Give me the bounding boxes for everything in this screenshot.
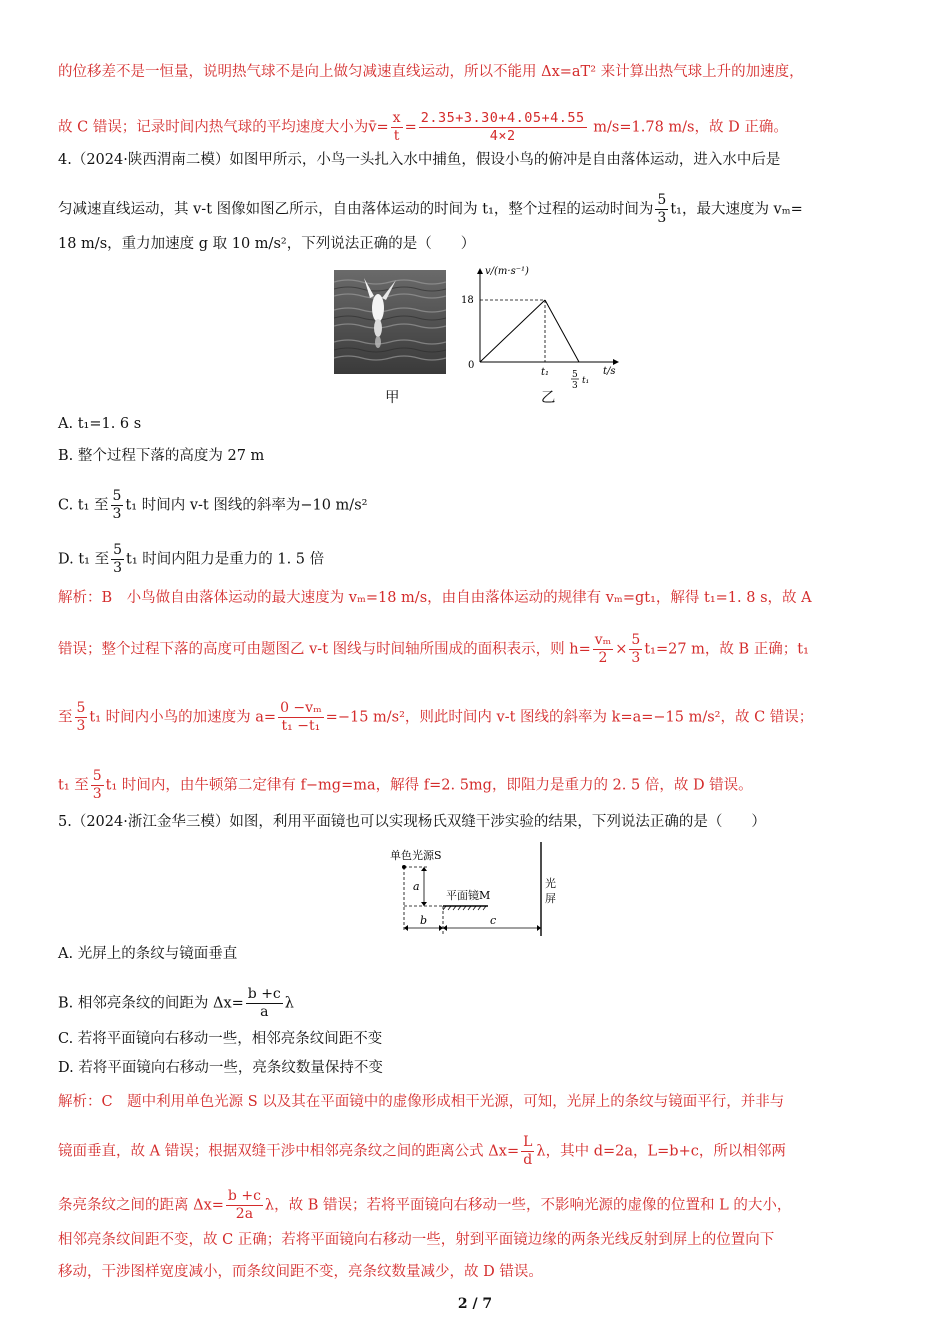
q5-option-a: A. 光屏上的条纹与镜面垂直 xyxy=(58,946,238,962)
q4-stem2-frac xyxy=(655,192,668,227)
q5ans3-a: 条亮条纹之间的距离 Δx= xyxy=(58,1197,224,1214)
b-arrow-right xyxy=(439,925,443,931)
frac-den: 2 xyxy=(598,650,608,666)
frac-den: 3 xyxy=(657,210,667,226)
opt-b-b: λ xyxy=(284,995,294,1012)
q5-option-c: C. 若将平面镜向右移动一些，相邻亮条纹间距不变 xyxy=(58,1031,383,1047)
frac-den: d xyxy=(523,1152,533,1168)
ans3-c: =−15 m/s²，则此时间内 v-t 图线的斜率为 k=a=−15 m/s²，故 C 错误； xyxy=(325,709,814,726)
q4-stem2-b: t₁，最大速度为 vₘ= xyxy=(670,201,803,218)
frac-num: x xyxy=(392,110,401,126)
q4-option-d xyxy=(58,542,324,577)
frac-average xyxy=(419,110,587,145)
decel-line xyxy=(545,300,579,362)
q5ans3-frac xyxy=(226,1188,263,1223)
ans3-frac1 xyxy=(75,700,88,735)
opt-d-a: D. t₁ 至 xyxy=(58,551,110,568)
screen-label-2: 屏 xyxy=(545,892,556,905)
fig-label-jia: 甲 xyxy=(385,390,400,406)
q5ans3-b: λ，故 B 错误；若将平面镜向右移动一些，不影响光源的虚像的位置和 L 的大小， xyxy=(264,1197,792,1214)
graph-t2-s: t₁ xyxy=(582,376,590,386)
frac-num: L xyxy=(523,1134,533,1150)
fig-label-yi: 乙 xyxy=(541,390,556,406)
frac-num: b +c xyxy=(247,986,281,1002)
q5-option-d: D. 若将平面镜向右移动一些，亮条纹数量保持不变 xyxy=(58,1060,383,1076)
prev-text-b: m/s=1.78 m/s，故 D 正确。 xyxy=(588,119,788,136)
vt-graph-svg xyxy=(455,262,625,394)
c-arrow-left xyxy=(443,925,447,931)
q5ans2-frac xyxy=(521,1134,534,1169)
vbar: v̄ xyxy=(368,119,377,136)
frac-x-over-t xyxy=(391,110,403,145)
frac-num: 5 xyxy=(112,488,122,504)
opt-d-b: t₁ 时间内阻力是重力的 1. 5 倍 xyxy=(126,551,325,568)
ans2-a: 错误；整个过程下落的高度可由题图乙 v-t 图线与时间轴所围成的面积表示，则 h= xyxy=(58,641,591,658)
q4-stem-line3: 18 m/s，重力加速度 g 取 10 m/s²，下列说法正确的是（ ） xyxy=(58,236,476,252)
mirror-label: 平面镜M xyxy=(446,889,491,902)
mirror-diagram-svg xyxy=(388,840,578,938)
a-label: a xyxy=(413,880,420,893)
ans4-a: t₁ 至 xyxy=(58,777,89,794)
graph-origin: 0 xyxy=(468,360,475,371)
frac-num: 5 xyxy=(631,632,641,648)
y-axis-arrow xyxy=(477,268,483,274)
frac-den: 3 xyxy=(112,506,122,522)
q4-answer-line3 xyxy=(58,700,813,735)
opt-c-a: C. t₁ 至 xyxy=(58,497,109,514)
page-number: 2 / 7 xyxy=(457,1296,493,1312)
frac-den: 3 xyxy=(631,650,641,666)
opt-c-b: t₁ 时间内 v-t 图线的斜率为−10 m/s² xyxy=(125,497,368,514)
screen-label-1: 光 xyxy=(545,877,556,890)
frac-num: 5 xyxy=(76,700,86,716)
prev-solution-line1: 的位移差不是一恒量，说明热气球不是向上做匀减速直线运动，所以不能用 Δx=aT² 来计算出热气球上升的加速度， xyxy=(58,64,804,80)
frac-avg-den: 4×2 xyxy=(489,128,516,144)
c-label: c xyxy=(490,914,497,927)
accel-line xyxy=(480,300,545,362)
frac-den: t₁ −t₁ xyxy=(281,718,321,734)
b-arrow-left xyxy=(404,925,408,931)
q4-option-c xyxy=(58,488,367,523)
prev-text-a: 故 C 错误；记录时间内热气球的平均速度大小为 xyxy=(58,119,369,136)
ans3-a: 至 xyxy=(58,709,73,726)
ans4-frac xyxy=(91,768,104,803)
frac-den: 3 xyxy=(92,786,102,802)
q5-option-b xyxy=(58,986,294,1021)
opt-b-a: B. 相邻亮条纹的间距为 Δx= xyxy=(58,995,244,1012)
frac-den: 2a xyxy=(235,1206,254,1222)
ans2-frac2 xyxy=(629,632,642,667)
source-label: 单色光源S xyxy=(390,849,442,862)
q5-stem: 5.（2024·浙江金华三模）如图，利用平面镜也可以实现杨氏双缝干涉实验的结果，下列说法正确的是（ ） xyxy=(58,814,766,830)
q4-answer-line2 xyxy=(58,632,809,667)
ans3-bigfrac xyxy=(278,700,324,735)
q5-answer-line2 xyxy=(58,1134,786,1169)
a-arrow-up xyxy=(421,867,427,871)
q4-answer-line1: 解析：B 小鸟做自由落体运动的最大速度为 vₘ=18 m/s，由自由落体运动的规律有 vₘ=gt₁，解得 t₁=1. 8 s，故 A xyxy=(58,590,812,606)
frac-den: a xyxy=(260,1004,269,1020)
q4-option-b: B. 整个过程下落的高度为 27 m xyxy=(58,448,265,464)
graph-xlabel: t/s xyxy=(603,366,616,377)
frac-num: vₘ xyxy=(594,632,612,648)
frac-num: 5 xyxy=(92,768,102,784)
mirror-diagram xyxy=(388,840,578,938)
ans4-b: t₁ 时间内，由牛顿第二定律有 f−mg=ma，解得 f=2. 5mg，即阻力是重力的 2. 5 倍，故 D 错误。 xyxy=(105,777,753,794)
q5-answer-line3 xyxy=(58,1188,791,1223)
frac-num: 0 −vₘ xyxy=(280,700,322,716)
q4-stem2-a: 匀减速直线运动，其 v-t 图像如图乙所示，自由落体运动的时间为 t₁，整个过程的运动时间为 xyxy=(58,201,654,218)
q5-answer-line4: 相邻亮条纹间距不变，故 C 正确；若将平面镜向右移动一些，射到平面镜边缘的两条光线反射到屏上的位置向下 xyxy=(58,1232,775,1248)
frac-avg-num: 2.35+3.30+4.05+4.55 xyxy=(420,110,585,126)
bird-photo-svg xyxy=(334,270,446,374)
graph-t2-n: 5 xyxy=(572,370,578,380)
ans2-b: t₁=27 m，故 B 正确；t₁ xyxy=(644,641,809,658)
q5-answer-line1: 解析：C 题中利用单色光源 S 以及其在平面镜中的虚像形成相干光源，可知，光屏上的条纹与镜面平行，并非与 xyxy=(58,1094,785,1110)
graph-ylabel: v/(m·s⁻¹) xyxy=(485,266,529,277)
frac-num: 5 xyxy=(113,542,122,558)
eq: = xyxy=(376,119,389,136)
opt-d-frac xyxy=(111,542,124,577)
x-axis-arrow xyxy=(613,359,619,365)
times: × xyxy=(615,641,628,658)
frac-num: 5 xyxy=(657,192,667,208)
q4-stem-line2 xyxy=(58,192,803,227)
graph-t1: t₁ xyxy=(541,367,550,378)
vt-graph xyxy=(455,262,625,394)
b-label: b xyxy=(420,914,428,927)
frac-den: 3 xyxy=(113,560,122,576)
ans2-frac1 xyxy=(593,632,614,667)
q4-stem-line1: 4.（2024·陕西渭南二模）如图甲所示，小鸟一头扎入水中捕鱼，假设小鸟的俯冲是自由落体运动，进入水中后是 xyxy=(58,152,781,168)
frac-num: b +c xyxy=(227,1188,261,1204)
graph-y18: 18 xyxy=(461,295,474,306)
eq2: = xyxy=(404,119,417,136)
frac-den: t xyxy=(393,128,400,144)
opt-c-frac xyxy=(111,488,124,523)
prev-solution-line2 xyxy=(58,110,788,145)
ans3-b: t₁ 时间内小鸟的加速度为 a= xyxy=(89,709,277,726)
q5-answer-line5: 移动，干涉图样宽度减小，而条纹间距不变，亮条纹数量减少，故 D 错误。 xyxy=(58,1264,543,1280)
graph-t2-d: 3 xyxy=(572,381,578,391)
opt-b-frac xyxy=(246,986,283,1021)
bird-photo xyxy=(334,270,446,374)
a-arrow-down xyxy=(421,902,427,906)
q5ans2-b: λ，其中 d=2a，L=b+c，所以相邻两 xyxy=(536,1143,786,1160)
q4-option-a: A. t₁=1. 6 s xyxy=(58,416,142,432)
q4-answer-line4 xyxy=(58,768,753,803)
frac-den: 3 xyxy=(76,718,86,734)
q5ans2-a: 镜面垂直，故 A 错误；根据双缝干涉中相邻亮条纹之间的距离公式 Δx= xyxy=(58,1143,520,1160)
